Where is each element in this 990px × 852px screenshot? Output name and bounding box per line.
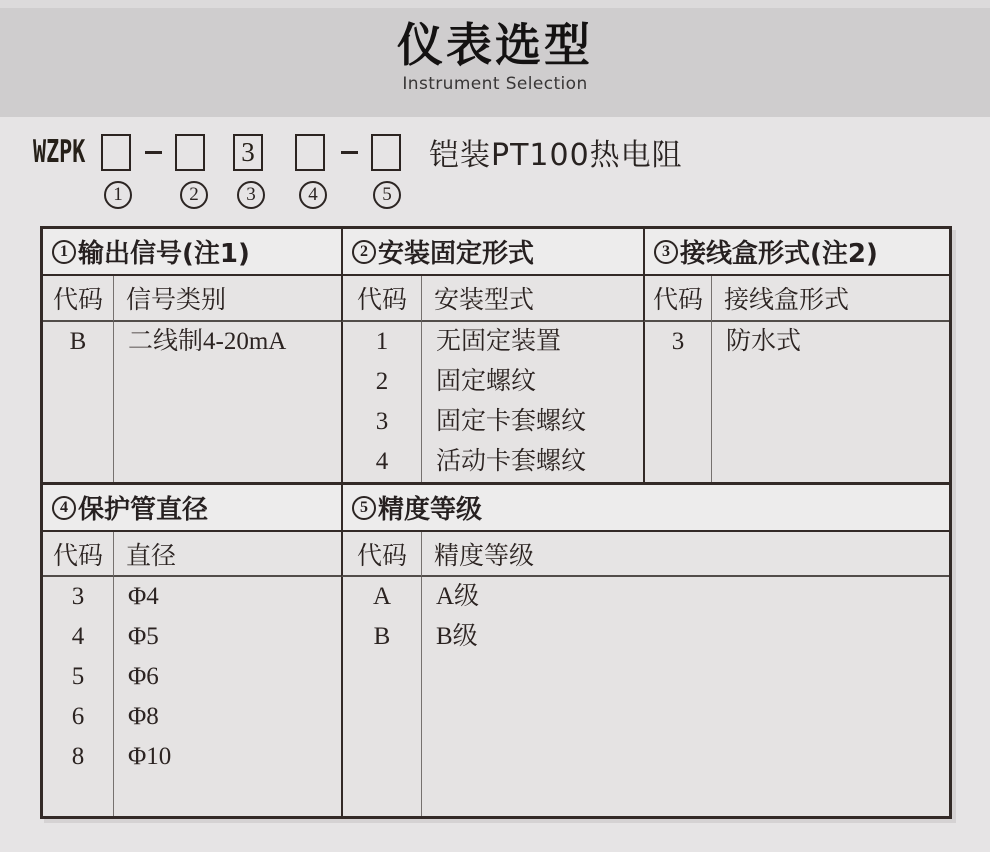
- code-cell-output-signal: [43, 322, 113, 482]
- code-box-1: [101, 134, 131, 171]
- label-value: 固定螺纹: [436, 368, 537, 395]
- code-value: 8: [71, 743, 85, 770]
- col-header-diameter: 直径: [113, 532, 341, 577]
- label-value: 固定卡套螺纹: [436, 408, 587, 435]
- col-header-code: 代码: [43, 276, 113, 322]
- position-marker-3: 3: [237, 181, 265, 209]
- section-header-accuracy: [341, 485, 949, 532]
- col-header-mount-type: 安装型式: [421, 276, 643, 322]
- circled-number-icon: 2: [352, 240, 376, 264]
- code-cell-accuracy: [341, 577, 421, 816]
- code-cell-mounting: [341, 322, 421, 482]
- position-marker-1: 1: [104, 181, 132, 209]
- section-header-output-signal: [43, 229, 341, 276]
- code-value: B: [69, 328, 87, 355]
- code-value: 2: [375, 368, 389, 395]
- col-header-accuracy-grade: 精度等级: [421, 532, 949, 577]
- section-title: 接线盒形式(注2): [680, 239, 878, 269]
- code-box-5: [371, 134, 401, 171]
- col-header-code: 代码: [43, 532, 113, 577]
- position-marker-2: 2: [180, 181, 208, 209]
- code-value: A: [372, 583, 392, 610]
- code-value: 4: [71, 623, 85, 650]
- code-value: 4: [375, 448, 389, 475]
- top-strip: [0, 0, 990, 8]
- col-header-code: 代码: [643, 276, 711, 322]
- table-block-bottom: [43, 482, 949, 816]
- position-markers-row: [0, 181, 990, 211]
- code-cell-junction-box: [643, 322, 711, 482]
- label-value: 活动卡套螺纹: [436, 448, 587, 475]
- circled-number-icon: 3: [654, 240, 678, 264]
- code-box-4: [295, 134, 325, 171]
- label-value: Φ8: [128, 703, 159, 730]
- circled-number-icon: 5: [352, 496, 376, 520]
- label-value: 防水式: [726, 328, 802, 355]
- code-value: 3: [375, 408, 389, 435]
- page-subtitle: Instrument Selection: [402, 73, 588, 94]
- section-header-junction-box: [643, 229, 949, 276]
- dash-separator: [341, 151, 358, 154]
- page-header: [0, 8, 990, 117]
- code-value: 3: [71, 583, 85, 610]
- section-title: 保护管直径: [78, 495, 209, 525]
- label-value: B级: [436, 623, 478, 650]
- model-prefix: WZPK: [33, 134, 86, 170]
- code-value: 3: [671, 328, 685, 355]
- code-value: B: [373, 623, 391, 650]
- label-cell-mounting: [421, 322, 643, 482]
- code-value: 1: [375, 328, 389, 355]
- label-cell-tube-diameter: [113, 577, 341, 816]
- label-cell-output-signal: [113, 322, 341, 482]
- label-value: Φ6: [128, 663, 159, 690]
- col-header-signal-type: 信号类别: [113, 276, 341, 322]
- table-block-top: [43, 229, 949, 482]
- label-value: Φ10: [128, 743, 172, 770]
- position-marker-4: 4: [299, 181, 327, 209]
- label-value: 二线制4-20mA: [128, 328, 287, 355]
- col-header-code: 代码: [341, 532, 421, 577]
- label-value: Φ5: [128, 623, 159, 650]
- label-cell-accuracy: [421, 577, 949, 816]
- col-header-junction-type: 接线盒形式: [711, 276, 949, 322]
- dash-separator: [145, 151, 162, 154]
- code-box-2: [175, 134, 205, 171]
- label-cell-junction-box: [711, 322, 949, 482]
- label-value: A级: [436, 583, 480, 610]
- position-marker-5: 5: [373, 181, 401, 209]
- code-value: 6: [71, 703, 85, 730]
- code-box-3: 3: [233, 134, 263, 171]
- col-header-code: 代码: [341, 276, 421, 322]
- section-title: 输出信号(注1): [78, 239, 250, 269]
- page-title: 仪表选型: [397, 18, 593, 72]
- section-header-mounting: [341, 229, 643, 276]
- section-header-tube-diameter: [43, 485, 341, 532]
- label-value: Φ4: [128, 583, 159, 610]
- code-value: 5: [71, 663, 85, 690]
- label-value: 无固定装置: [436, 328, 562, 355]
- selection-table: [40, 226, 952, 819]
- circled-number-icon: 4: [52, 496, 76, 520]
- model-code-row: [33, 132, 990, 172]
- circled-number-icon: 1: [52, 240, 76, 264]
- code-cell-tube-diameter: [43, 577, 113, 816]
- section-title: 安装固定形式: [378, 239, 535, 269]
- model-description: 铠装PT100热电阻: [429, 138, 683, 173]
- section-title: 精度等级: [378, 495, 483, 525]
